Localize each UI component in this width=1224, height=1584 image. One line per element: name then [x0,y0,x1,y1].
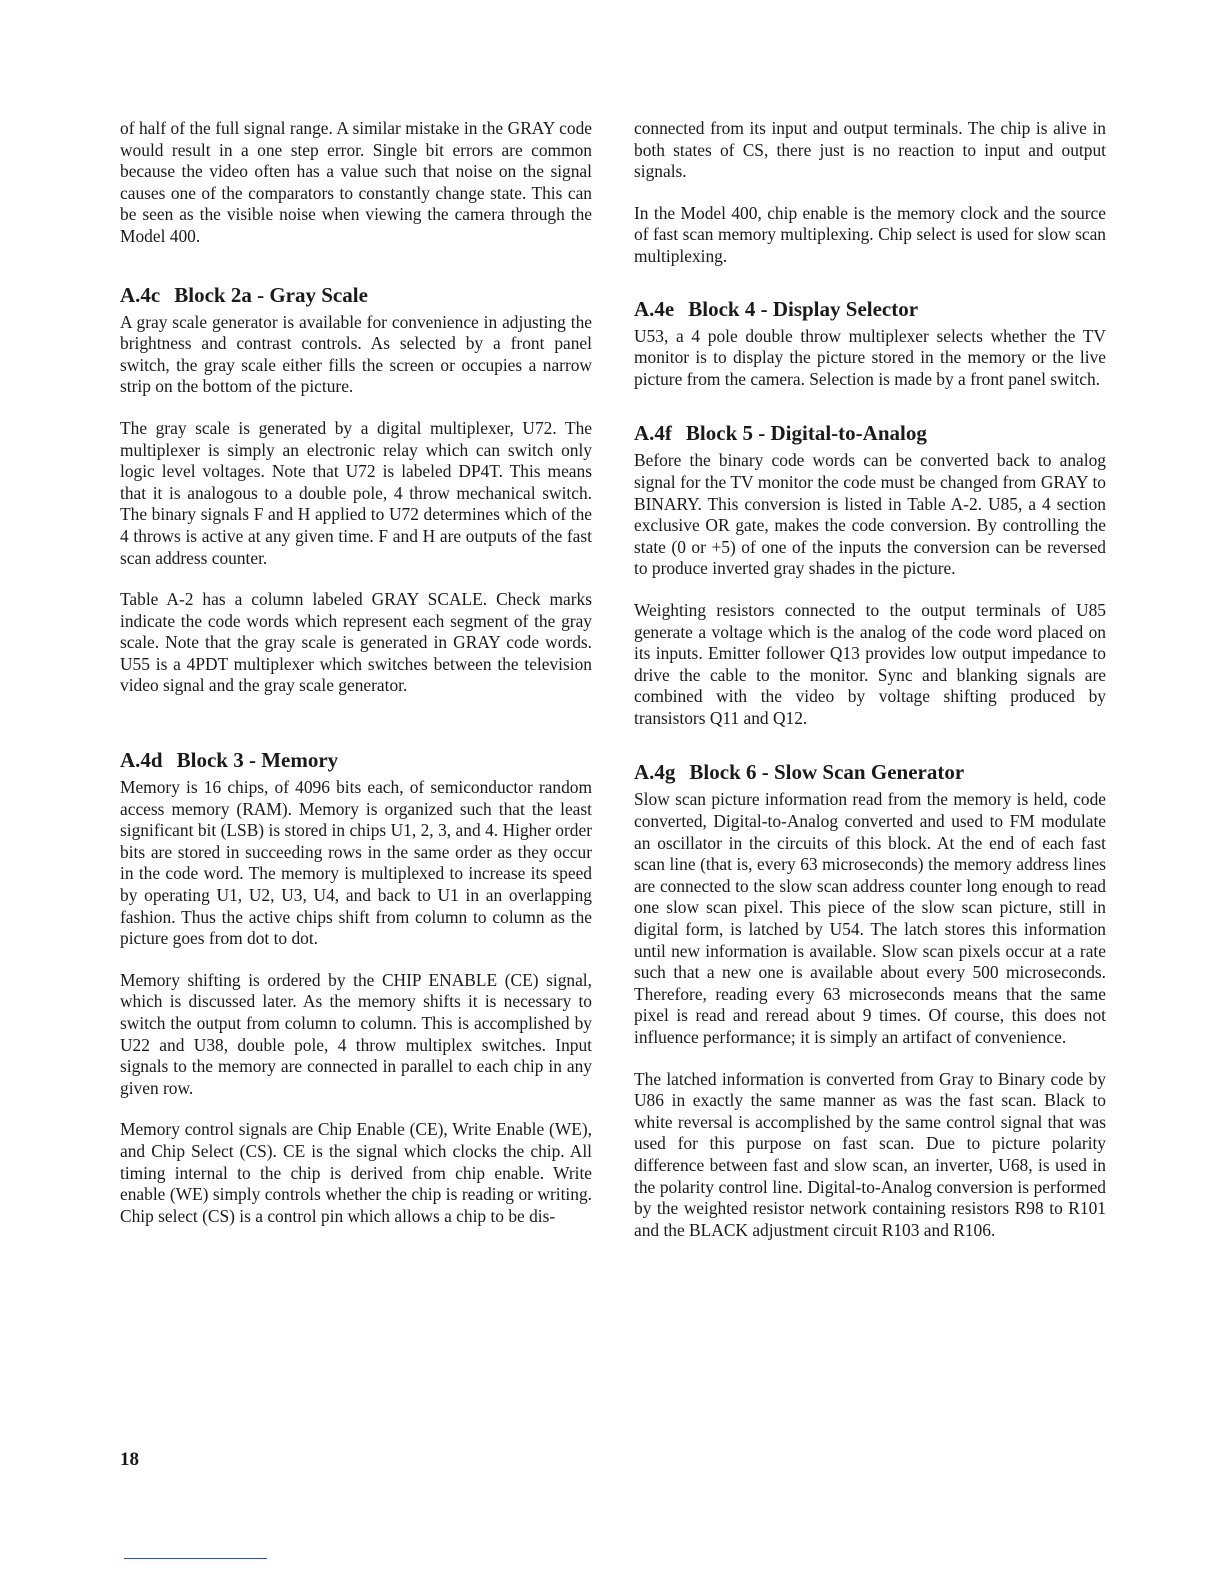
paragraph: Memory shifting is ordered by the CHIP ENABLE (CE) signal, which is discussed later. As the memory shifts it is necessary to switch the output from column to column. This is accomplished by U22 and U38, double pole, 4 throw multiplex switches. Input signals to the memory are connected in parallel to each chip in any given row. [120,969,592,1098]
paragraph: of half of the full signal range. A similar mistake in the GRAY code would result in a one step error. Single bit errors are common because the video often has a value such that noise on the signal causes one of the comparators to constantly change state. This can be seen as the visible noise when viewing the camera through the Model 400. [120,118,592,246]
section-number: A.4d [120,748,163,773]
right-column [634,118,1106,1261]
section-number: A.4e [634,296,675,321]
section-title: Block 4 - Display Selector [688,296,919,321]
section-heading-a4g [634,759,1106,785]
paragraph: Before the binary code words can be converted back to analog signal for the TV monitor the code must be changed from GRAY to BINARY. This conversion is listed in Table A-2. U85, a 4 section exclusive OR gate, makes the code conversion. By controlling the state (0 or +5) of one of the inputs the conversion can be reversed to produce inverted gray shades in the picture. [634,450,1106,579]
left-column [120,118,592,1247]
section-number: A.4c [120,282,161,307]
paragraph: A gray scale generator is available for convenience in adjusting the brightness and contrast controls. As selected by a front panel switch, the gray scale either fills the screen or occupies a narrow strip on the bottom of the picture. [120,311,592,397]
paragraph: Slow scan picture information read from the memory is held, code converted, Digital-to-Analog converted and used to FM modulate an oscillator in the circuits of this block. At the end of each fast scan line (that is, every 63 microseconds) the memory address lines are connected to the slow scan address counter long enough to read one slow scan pixel. This piece of the slow scan picture, still in digital form, is latched by U54. The latch stores this information until new information is available. Slow scan pixels occur at a rate such that a new one is available about every 500 microseconds. Therefore, reading every 63 microseconds means that the same pixel is read and reread about 9 times. Of course, this does not influence performance; it is simply an artifact of convenience. [634,789,1106,1047]
section-title: Block 3 - Memory [176,748,339,773]
section-title: Block 2a - Gray Scale [174,282,368,307]
section-heading-a4d [120,747,592,773]
paragraph: Memory control signals are Chip Enable (CE), Write Enable (WE), and Chip Select (CS). CE is the signal which clocks the chip. All timing internal to the chip is derived from chip enable. Write enable (WE) simply controls whether the chip is reading or writing. Chip select (CS) is a control pin which allows a chip to be dis- [120,1119,592,1226]
section-heading-a4e [634,296,1106,322]
footer-rule [124,1558,267,1559]
paragraph: In the Model 400, chip enable is the memory clock and the source of fast scan memory multiplexing. Chip select is used for slow scan multiplexing. [634,202,1106,266]
paragraph: U53, a 4 pole double throw multiplexer selects whether the TV monitor is to display the picture stored in the memory or the live picture from the camera. Selection is made by a front panel switch. [634,325,1106,389]
paragraph: The gray scale is generated by a digital multiplexer, U72. The multiplexer is simply an electronic relay which can switch only logic level voltages. Note that U72 is labeled DP4T. This means that it is analogous to a double pole, 4 throw mechanical switch. The binary signals F and H applied to U72 determines which of the 4 throws is active at any given time. F and H are outputs of the fast scan address counter. [120,417,592,568]
section-title: Block 5 - Digital-to-Analog [685,421,927,446]
paragraph: Memory is 16 chips, of 4096 bits each, of semiconductor random access memory (RAM). Memory is organized such that the least significant bit (LSB) is stored in chips U1, 2, 3, and 4. Higher order bits are stored in succeeding rows in the same order as they occur in the code word. The memory is multiplexed to increase its speed by operating U1, U2, U3, U4, and back to U1 in an overlapping fashion. Thus the active chips shift from column to column as the picture goes from dot to dot. [120,777,592,949]
page-number: 18 [120,1449,139,1470]
section-heading-a4f [634,420,1106,446]
section-number: A.4f [634,421,672,446]
section-number: A.4g [634,760,676,785]
section-title: Block 6 - Slow Scan Generator [689,760,965,785]
section-heading-a4c [120,282,592,308]
paragraph: The latched information is converted from Gray to Binary code by U86 in exactly the same manner as was the fast scan. Black to white reversal is accomplished by the same control signal that was used for this purpose on fast scan. Due to picture polarity difference between fast and slow scan, an inverter, U68, is used in the polarity control line. Digital-to-Analog conversion is performed by the weighted resistor network containing resistors R98 to R101 and the BLACK adjustment circuit R103 and R106. [634,1068,1106,1240]
paragraph: connected from its input and output terminals. The chip is alive in both states of CS, there just is no reaction to input and output signals. [634,118,1106,182]
paragraph: Table A-2 has a column labeled GRAY SCALE. Check marks indicate the code words which represent each segment of the gray scale. Note that the gray scale is generated in GRAY code words. U55 is a 4PDT multiplexer which switches between the television video signal and the gray scale generator. [120,589,592,696]
paragraph: Weighting resistors connected to the output terminals of U85 generate a voltage which is the analog of the code word placed on its inputs. Emitter follower Q13 provides low output impedance to drive the cable to the monitor. Sync and blanking signals are combined with the video by voltage shifting produced by transistors Q11 and Q12. [634,599,1106,728]
